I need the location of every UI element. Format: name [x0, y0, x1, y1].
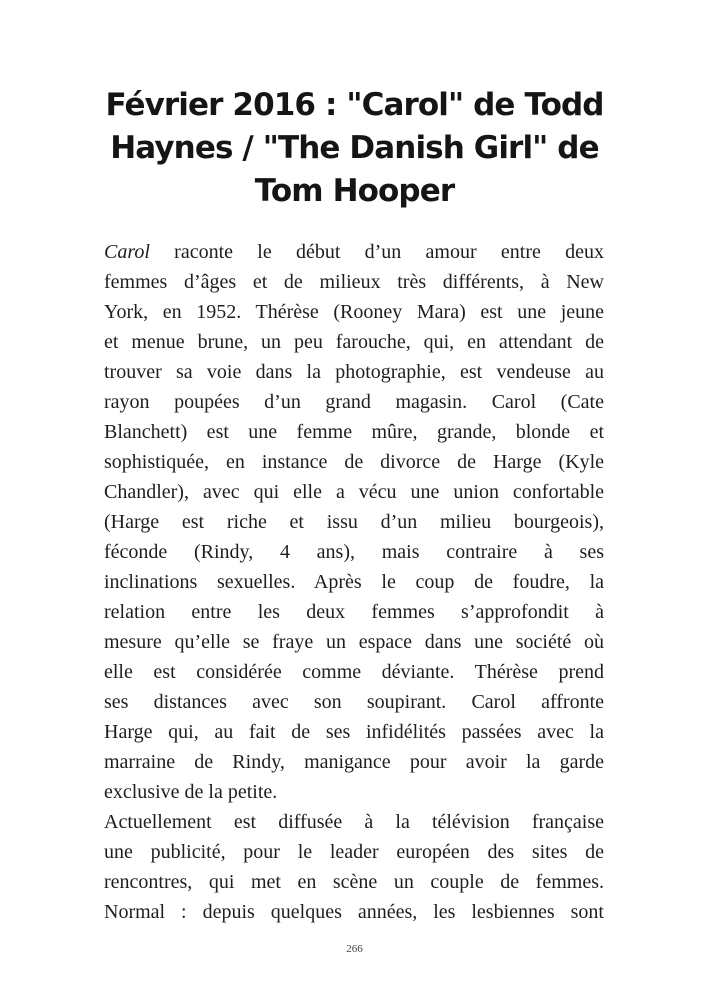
text-line-fragment: raconte le début d’un amour entre deux [149, 241, 604, 263]
text-line: (Harge est riche et issu d’un milieu bourgeois), [104, 511, 604, 533]
text-line: Actuellement est diffusée à la télévision française [104, 811, 604, 833]
text-line: et menue brune, un peu farouche, qui, en attendant de [104, 331, 604, 353]
text-line: sophistiquée, en instance de divorce de Harge (Kyle [104, 451, 604, 473]
text-line: femmes d’âges et de milieux très différents, à New [104, 271, 604, 293]
text-line: Blanchett) est une femme mûre, grande, blonde et [104, 421, 604, 443]
text-line [104, 237, 604, 267]
article-title: Février 2016 : "Carol" de Todd Haynes / "The Danish Girl" de Tom Hooper [105, 87, 604, 209]
text-line: inclinations sexuelles. Après le coup de foudre, la [104, 571, 604, 593]
text-line: rayon poupées d’un grand magasin. Carol (Cate [104, 391, 604, 413]
text-line: elle est considérée comme déviante. Thérèse prend [104, 661, 604, 683]
paragraph-1 [104, 237, 604, 807]
text-line: marraine de Rindy, manigance pour avoir la garde [104, 751, 604, 773]
text-line: Chandler), avec qui elle a vécu une union confortable [104, 481, 604, 503]
text-line: trouver sa voie dans la photographie, est vendeuse au [104, 361, 604, 383]
text-line: exclusive de la petite. [104, 781, 278, 803]
text-line: relation entre les deux femmes s’approfondit à [104, 601, 604, 623]
page-number: 266 [346, 943, 363, 955]
paragraph-2 [104, 807, 604, 927]
text-line: mesure qu’elle se fraye un espace dans une société où [104, 631, 604, 653]
article-body [104, 237, 604, 927]
text-line: ses distances avec son soupirant. Carol affronte [104, 691, 604, 713]
text-line: Normal : depuis quelques années, les lesbiennes sont [104, 901, 604, 923]
film-title-carol: Carol [104, 241, 150, 263]
text-line: York, en 1952. Thérèse (Rooney Mara) est une jeune [104, 301, 604, 323]
text-line: Harge qui, au fait de ses infidélités passées avec la [104, 721, 604, 743]
text-line: une publicité, pour le leader européen des sites de [104, 841, 604, 863]
text-line: féconde (Rindy, 4 ans), mais contraire à ses [104, 541, 604, 563]
text-line: rencontres, qui met en scène un couple de femmes. [104, 871, 604, 893]
